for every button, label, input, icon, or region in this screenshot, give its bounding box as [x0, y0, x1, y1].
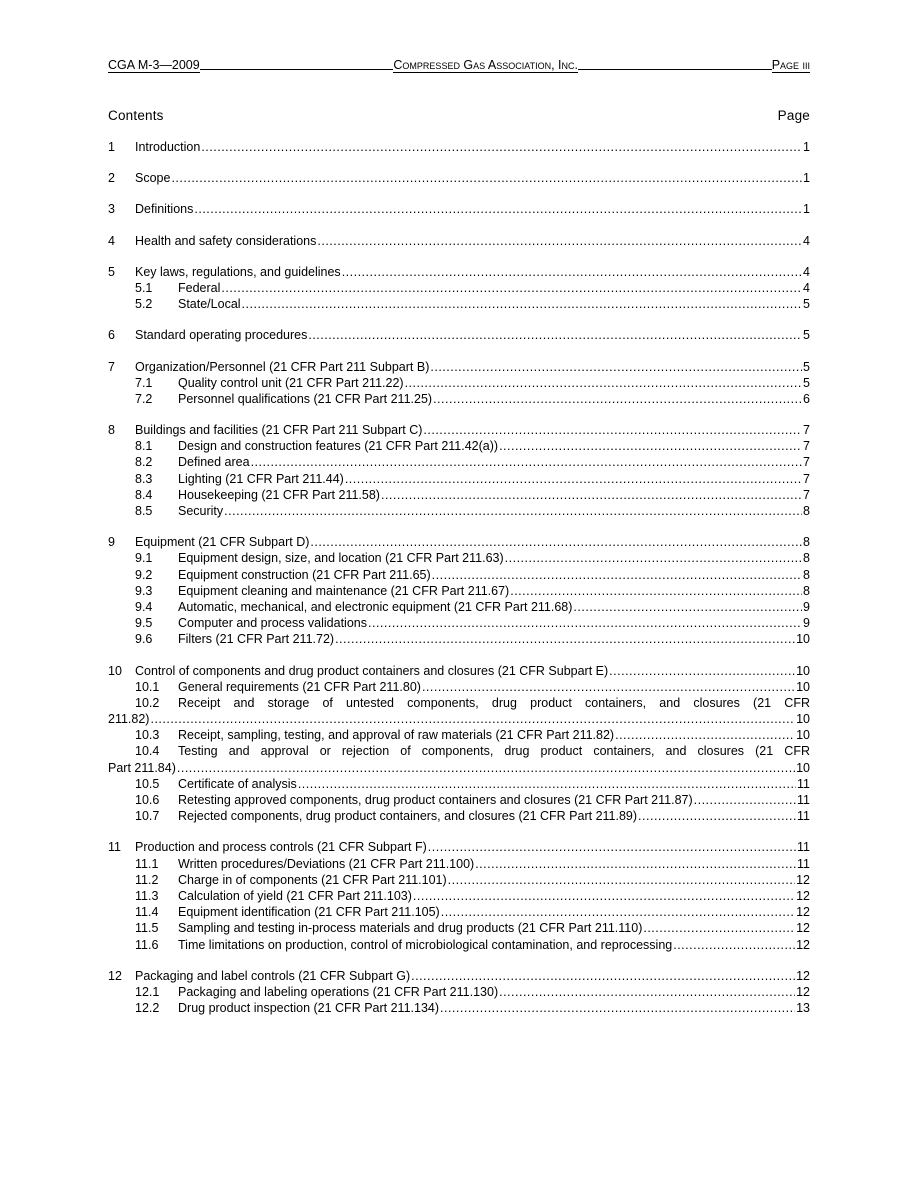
- toc-entry[interactable]: [108, 583, 810, 599]
- leader-dots: [194, 201, 802, 217]
- leader-dots: [310, 534, 802, 550]
- subsection-page: 12: [796, 905, 810, 920]
- toc-entry[interactable]: [108, 359, 810, 375]
- toc-section: [108, 359, 810, 408]
- subsection-number: 7.1: [135, 375, 153, 390]
- leader-dots: [433, 391, 802, 407]
- section-number: 10: [108, 663, 122, 678]
- leader-dots: [422, 679, 795, 695]
- toc-section: [108, 233, 810, 249]
- subsection-page: 8: [803, 583, 810, 598]
- toc-entry[interactable]: [108, 839, 810, 855]
- subsection-page: 8: [803, 551, 810, 566]
- toc-section: [108, 968, 810, 1017]
- toc-entry[interactable]: [108, 631, 810, 647]
- subsection-page: 10: [796, 679, 810, 694]
- subsection-title: Equipment construction (21 CFR Part 211.65): [178, 567, 431, 582]
- toc-entry[interactable]: [108, 471, 810, 487]
- subsection-page: 8: [803, 567, 810, 582]
- subsection-title: Receipt, sampling, testing, and approval of raw materials (21 CFR Part 211.82): [178, 728, 615, 743]
- toc-entry[interactable]: [108, 711, 810, 727]
- toc-entry[interactable]: [108, 550, 810, 566]
- leader-dots: [221, 280, 802, 296]
- leader-dots: [201, 139, 802, 155]
- leader-dots: [441, 904, 795, 920]
- subsection-page: 10: [796, 728, 810, 743]
- subsection-title: Defined area: [178, 455, 250, 470]
- leader-dots: [298, 776, 796, 792]
- subsection-title: Receipt and storage of untested components, drug product containers, and closures (21 CFR: [178, 695, 810, 710]
- section-page: 1: [803, 202, 810, 217]
- toc-entry[interactable]: [108, 968, 810, 984]
- toc-section: [108, 139, 810, 155]
- subsection-page: 5: [803, 297, 810, 312]
- leader-dots: [430, 359, 802, 375]
- toc-entry[interactable]: [108, 679, 810, 695]
- section-title: Buildings and facilities (21 CFR Part 211 Subpart C): [135, 423, 423, 438]
- section-number: 4: [108, 233, 115, 248]
- subsection-number: 10.3: [135, 728, 160, 743]
- subsection-page: 10: [796, 760, 810, 775]
- leader-dots: [342, 264, 802, 280]
- toc-section: [108, 170, 810, 186]
- section-title: Organization/Personnel (21 CFR Part 211 Subpart B): [135, 359, 430, 374]
- subsection-page: 7: [803, 455, 810, 470]
- subsection-title: Charge in of components (21 CFR Part 211.101): [178, 872, 447, 887]
- toc-entry[interactable]: [108, 792, 810, 808]
- section-number: 5: [108, 264, 115, 279]
- toc-entry[interactable]: [108, 438, 810, 454]
- toc-entry[interactable]: [108, 808, 810, 824]
- toc-entry[interactable]: [108, 534, 810, 550]
- subsection-page: 13: [796, 1001, 810, 1016]
- subsection-title: Quality control unit (21 CFR Part 211.22): [178, 375, 404, 390]
- subsection-title-continued: 211.82): [108, 712, 150, 727]
- subsection-number: 8.1: [135, 439, 153, 454]
- section-title: Scope: [135, 171, 171, 186]
- subsection-title-continued: Part 211.84): [108, 760, 176, 775]
- subsection-page: 11: [797, 793, 810, 807]
- leader-dots: [335, 631, 795, 647]
- subsection-title: Written procedures/Deviations (21 CFR Part 211.100): [178, 856, 475, 871]
- page-number: Page iii: [771, 58, 811, 72]
- toc-entry[interactable]: [108, 888, 810, 904]
- section-page: 8: [803, 535, 810, 550]
- subsection-title: Retesting approved components, drug product containers and closures (21 CFR Part 211.87): [178, 793, 693, 807]
- document-id: CGA M-3—2009: [108, 58, 200, 72]
- subsection-number: 9.2: [135, 567, 153, 582]
- toc-entry[interactable]: [108, 391, 810, 407]
- subsection-page: 11: [797, 856, 810, 871]
- toc-entry[interactable]: [108, 264, 810, 280]
- contents-heading: [108, 108, 810, 123]
- leader-dots: [432, 567, 802, 583]
- subsection-number: 5.1: [135, 280, 153, 295]
- toc-entry[interactable]: [108, 139, 810, 155]
- subsection-title: Drug product inspection (21 CFR Part 211.134): [178, 1001, 440, 1016]
- leader-dots: [368, 615, 802, 631]
- section-number: 6: [108, 328, 115, 343]
- toc-entry[interactable]: [108, 663, 810, 679]
- subsection-number: 8.2: [135, 455, 153, 470]
- subsection-page: 11: [797, 809, 810, 824]
- subsection-number: 9.5: [135, 616, 153, 631]
- toc-entry[interactable]: [108, 695, 810, 711]
- subsection-title: Federal: [178, 280, 221, 295]
- leader-dots: [475, 856, 796, 872]
- leader-dots: [177, 760, 795, 776]
- subsection-number: 8.4: [135, 487, 153, 502]
- toc-entry[interactable]: [108, 615, 810, 631]
- subsection-number: 11.5: [135, 921, 159, 936]
- subsection-title: Equipment design, size, and location (21 CFR Part 211.63): [178, 551, 504, 566]
- toc-section: [108, 663, 810, 825]
- section-title: Health and safety considerations: [135, 233, 317, 248]
- toc-entry[interactable]: [108, 327, 810, 343]
- section-page: 1: [803, 140, 810, 154]
- leader-dots: [381, 487, 802, 503]
- toc-entry[interactable]: [108, 776, 810, 792]
- subsection-page: 7: [803, 471, 810, 486]
- toc-entry[interactable]: [108, 296, 810, 312]
- section-title: Equipment (21 CFR Subpart D): [135, 535, 310, 550]
- subsection-title: Personnel qualifications (21 CFR Part 211.25): [178, 391, 433, 406]
- subsection-title: Rejected components, drug product containers, and closures (21 CFR Part 211.89): [178, 809, 638, 824]
- subsection-number: 8.5: [135, 504, 153, 518]
- toc-entry[interactable]: [108, 454, 810, 470]
- section-page: 4: [803, 264, 810, 279]
- subsection-page: 12: [796, 937, 810, 952]
- subsection-page: 12: [796, 872, 810, 887]
- subsection-number: 11.6: [135, 937, 159, 952]
- toc-entry[interactable]: [108, 422, 810, 438]
- subsection-page: 11: [797, 776, 810, 791]
- subsection-number: 12.1: [135, 984, 160, 999]
- subsection-page: 4: [803, 280, 810, 295]
- organization-name: Compressed Gas Association, Inc.: [393, 58, 578, 72]
- section-page: 1: [803, 171, 810, 186]
- toc-entry[interactable]: [108, 727, 810, 743]
- table-of-contents: [108, 139, 810, 1031]
- toc-section: [108, 422, 810, 519]
- leader-dots: [251, 454, 802, 470]
- section-page: 10: [796, 663, 810, 678]
- section-number: 9: [108, 535, 115, 550]
- subsection-number: 9.6: [135, 632, 153, 647]
- leader-dots: [171, 170, 802, 186]
- section-title: Introduction: [135, 140, 201, 154]
- toc-entry[interactable]: [108, 743, 810, 759]
- leader-dots: [317, 233, 802, 249]
- toc-entry[interactable]: [108, 872, 810, 888]
- subsection-title: Testing and approval or rejection of components, drug product containers, and closures (21 CFR: [178, 744, 810, 759]
- toc-entry[interactable]: [108, 1000, 810, 1016]
- subsection-title: Filters (21 CFR Part 211.72): [178, 632, 335, 647]
- leader-dots: [638, 808, 796, 824]
- subsection-number: 7.2: [135, 391, 153, 406]
- toc-entry[interactable]: [108, 984, 810, 1000]
- leader-dots: [448, 872, 795, 888]
- subsection-page: 12: [796, 888, 810, 903]
- leader-dots: [308, 327, 802, 343]
- toc-entry[interactable]: [108, 920, 810, 936]
- subsection-number: 9.3: [135, 583, 153, 598]
- subsection-number: 11.1: [135, 856, 159, 871]
- leader-dots: [224, 503, 802, 519]
- leader-dots: [694, 792, 796, 808]
- subsection-page: 7: [803, 439, 810, 454]
- toc-entry[interactable]: [108, 280, 810, 296]
- leader-dots: [423, 422, 802, 438]
- subsection-page: 12: [796, 921, 810, 936]
- toc-entry[interactable]: [108, 233, 810, 249]
- leader-dots: [345, 471, 802, 487]
- subsection-title: Design and construction features (21 CFR Part 211.42(a)): [178, 439, 499, 454]
- subsection-title: Computer and process validations: [178, 616, 367, 631]
- leader-dots: [440, 1000, 795, 1016]
- leader-dots: [609, 663, 795, 679]
- subsection-page: 9: [803, 616, 810, 631]
- leader-dots: [428, 839, 796, 855]
- subsection-page: 5: [803, 375, 810, 390]
- toc-entry[interactable]: [108, 487, 810, 503]
- section-number: 8: [108, 423, 115, 438]
- section-title: Standard operating procedures: [135, 328, 308, 343]
- subsection-number: 10.6: [135, 793, 160, 807]
- subsection-title: State/Local: [178, 297, 241, 312]
- subsection-page: 12: [796, 984, 810, 999]
- subsection-title: General requirements (21 CFR Part 211.80): [178, 679, 421, 694]
- leader-dots: [499, 984, 795, 1000]
- section-number: 12: [108, 968, 122, 983]
- subsection-page: 8: [803, 504, 810, 518]
- section-number: 1: [108, 140, 115, 154]
- subsection-number: 10.1: [135, 679, 160, 694]
- leader-dots: [505, 550, 802, 566]
- subsection-title: Equipment identification (21 CFR Part 211.105): [178, 905, 440, 920]
- subsection-title: Calculation of yield (21 CFR Part 211.103): [178, 888, 412, 903]
- subsection-title: Lighting (21 CFR Part 211.44): [178, 471, 344, 486]
- leader-dots: [150, 711, 795, 727]
- leader-dots: [615, 727, 795, 743]
- subsection-title: Equipment cleaning and maintenance (21 CFR Part 211.67): [178, 583, 510, 598]
- toc-entry[interactable]: [108, 937, 810, 953]
- subsection-number: 8.3: [135, 471, 153, 486]
- leader-dots: [673, 937, 795, 953]
- contents-title: Contents: [108, 108, 164, 123]
- toc-entry[interactable]: [108, 567, 810, 583]
- subsection-number: 11.3: [135, 888, 159, 903]
- toc-entry[interactable]: [108, 375, 810, 391]
- header-rule: [578, 69, 772, 70]
- toc-entry[interactable]: [108, 904, 810, 920]
- subsection-number: 10.5: [135, 776, 160, 791]
- section-page: 11: [797, 840, 810, 855]
- subsection-page: 10: [796, 632, 810, 647]
- toc-entry[interactable]: [108, 599, 810, 615]
- subsection-number: 10.4: [135, 744, 160, 759]
- section-number: 3: [108, 202, 115, 217]
- section-title: Packaging and label controls (21 CFR Subpart G): [135, 968, 411, 983]
- toc-entry[interactable]: [108, 201, 810, 217]
- leader-dots: [499, 438, 802, 454]
- page-column-label: Page: [777, 108, 810, 123]
- toc-entry[interactable]: [108, 170, 810, 186]
- leader-dots: [510, 583, 802, 599]
- section-number: 2: [108, 171, 115, 186]
- subsection-number: 5.2: [135, 297, 153, 312]
- subsection-title: Housekeeping (21 CFR Part 211.58): [178, 487, 380, 502]
- section-page: 12: [796, 968, 810, 983]
- section-number: 7: [108, 359, 115, 374]
- subsection-page: 6: [803, 391, 810, 406]
- subsection-number: 10.7: [135, 809, 160, 824]
- section-title: Definitions: [135, 202, 194, 217]
- section-title: Production and process controls (21 CFR Subpart F): [135, 840, 427, 855]
- subsection-number: 10.2: [135, 695, 160, 710]
- toc-section: [108, 534, 810, 647]
- toc-section: [108, 327, 810, 343]
- subsection-number: 12.2: [135, 1001, 160, 1016]
- leader-dots: [573, 599, 802, 615]
- subsection-page: 7: [803, 487, 810, 502]
- subsection-number: 11.2: [135, 872, 159, 887]
- subsection-title: Security: [178, 504, 224, 518]
- section-title: Control of components and drug product containers and closures (21 CFR Subpart E): [135, 663, 609, 678]
- leader-dots: [413, 888, 795, 904]
- toc-section: [108, 839, 810, 952]
- subsection-title: Automatic, mechanical, and electronic equipment (21 CFR Part 211.68): [178, 599, 573, 614]
- subsection-title: Certificate of analysis: [178, 776, 297, 791]
- header-rule: [200, 69, 394, 70]
- subsection-page: 9: [803, 599, 810, 614]
- subsection-title: Sampling and testing in-process materials and drug products (21 CFR Part 211.110): [178, 921, 643, 936]
- toc-entry[interactable]: [108, 856, 810, 872]
- leader-dots: [405, 375, 802, 391]
- leader-dots: [242, 296, 803, 312]
- section-page: 5: [803, 328, 810, 343]
- subsection-page: 10: [796, 712, 810, 727]
- page-header: [108, 55, 810, 73]
- toc-section: [108, 264, 810, 313]
- section-number: 11: [108, 840, 121, 855]
- subsection-number: 11.4: [135, 905, 159, 920]
- section-page: 4: [803, 233, 810, 248]
- leader-dots: [411, 968, 795, 984]
- section-page: 5: [803, 359, 810, 374]
- leader-dots: [643, 920, 795, 936]
- subsection-title: Packaging and labeling operations (21 CFR Part 211.130): [178, 984, 499, 999]
- section-page: 7: [803, 423, 810, 438]
- section-title: Key laws, regulations, and guidelines: [135, 264, 341, 279]
- subsection-number: 9.4: [135, 599, 153, 614]
- toc-entry[interactable]: [108, 503, 810, 519]
- subsection-title: Time limitations on production, control of microbiological contamination, and reprocessing: [178, 937, 673, 952]
- toc-entry[interactable]: [108, 760, 810, 776]
- toc-section: [108, 201, 810, 217]
- subsection-number: 9.1: [135, 551, 153, 566]
